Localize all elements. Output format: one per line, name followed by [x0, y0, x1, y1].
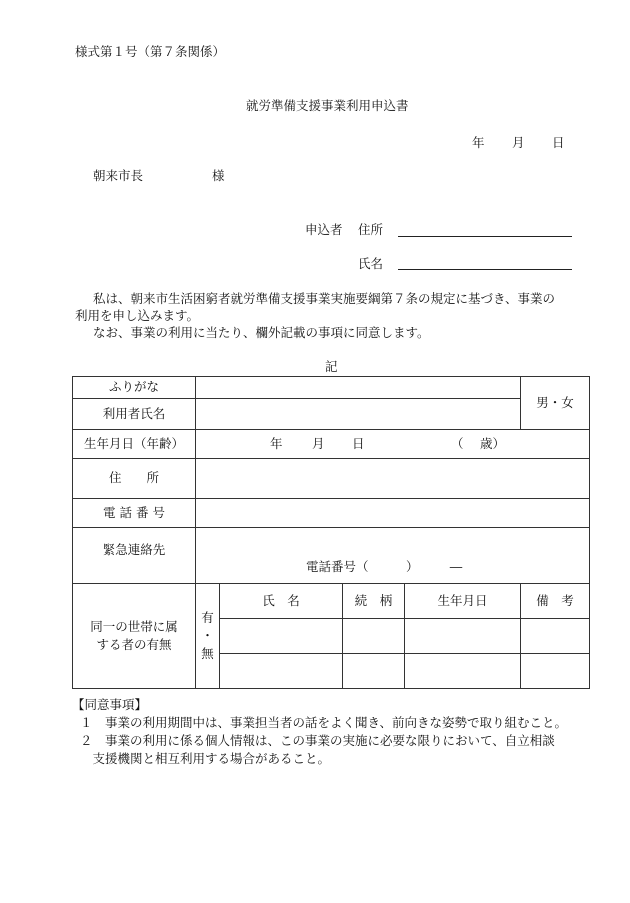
date-year: 年 [472, 135, 485, 150]
address-field[interactable] [196, 459, 590, 499]
agreement-item-2-line2: 支援機関と相互利用する場合があること。 [80, 751, 331, 766]
emergency-contact-field[interactable] [196, 528, 590, 584]
user-name-field[interactable] [196, 399, 521, 430]
header-member-name: 氏 名 [220, 584, 343, 619]
birthdate-label: 生年月日（年齢） [73, 430, 196, 459]
form-number: 様式第１号（第７条関係） [75, 44, 226, 59]
birth-day-mark: 日 [352, 436, 365, 451]
body-text-line3: なお、事業の利用に当たり、欄外記載の事項に同意します。 [93, 325, 430, 340]
application-table [72, 376, 590, 689]
member-birthdate-cell[interactable] [405, 619, 521, 654]
household-label [73, 584, 196, 689]
form-title: 就労準備支援事業利用申込書 [246, 98, 409, 113]
member-relationship-cell[interactable] [343, 654, 405, 689]
applicant-name-label: 氏名 [358, 256, 384, 271]
applicant-address-underline[interactable] [398, 236, 572, 237]
emergency-phone-text: 電話番号（ ） ― [306, 559, 463, 574]
addressee-name: 朝来市長 [93, 168, 144, 183]
emergency-contact-label: 緊急連絡先 [73, 528, 196, 584]
phone-label: 電 話 番 号 [73, 499, 196, 528]
date-month: 月 [512, 135, 525, 150]
ki-mark: 記 [325, 359, 338, 374]
address-label: 住 所 [73, 459, 196, 499]
member-name-cell[interactable] [220, 654, 343, 689]
age-open-mark: （ [451, 436, 464, 451]
phone-field[interactable] [196, 499, 590, 528]
birth-month-mark: 月 [312, 436, 325, 451]
header-birthdate: 生年月日 [405, 584, 521, 619]
applicant-name-underline[interactable] [398, 269, 572, 270]
birthdate-field[interactable] [196, 430, 590, 459]
addressee-suffix: 様 [212, 168, 225, 183]
applicant-address-label: 住所 [358, 222, 384, 237]
presence-no: 無 [201, 646, 214, 662]
birth-year-mark: 年 [270, 436, 283, 451]
member-name-cell[interactable] [220, 619, 343, 654]
agreement-title: 【同意事項】 [72, 697, 148, 712]
date-day: 日 [552, 135, 565, 150]
presence-dot: ・ [201, 627, 214, 643]
header-relationship: 続 柄 [343, 584, 405, 619]
member-remarks-cell[interactable] [521, 619, 590, 654]
member-birthdate-cell[interactable] [405, 654, 521, 689]
body-text-line2: 利用を申し込みます。 [75, 308, 200, 323]
applicant-label: 申込者 [305, 222, 343, 237]
header-remarks: 備 考 [521, 584, 590, 619]
agreement-item-1: １ 事業の利用期間中は、事業担当者の話をよく聞き、前向きな姿勢で取り組むこと。 [80, 715, 568, 730]
user-name-label: 利用者氏名 [73, 399, 196, 430]
presence-select[interactable] [196, 584, 220, 689]
presence-yes: 有 [201, 609, 214, 625]
body-text-line1: 私は、朝来市生活困窮者就労準備支援事業実施要綱第７条の規定に基づき、事業の [93, 291, 556, 306]
household-label-line2: する者の有無 [96, 637, 172, 652]
agreement-item-2-line1: ２ 事業の利用に係る個人情報は、この事業の実施に必要な限りにおいて、自立相談 [80, 733, 555, 748]
household-label-line1: 同一の世帯に属 [90, 618, 178, 634]
age-close-mark: 歳） [480, 436, 506, 451]
gender-select[interactable]: 男・女 [521, 377, 590, 430]
furigana-field[interactable] [196, 377, 521, 399]
furigana-label: ふりがな [73, 377, 196, 399]
member-remarks-cell[interactable] [521, 654, 590, 689]
member-relationship-cell[interactable] [343, 619, 405, 654]
